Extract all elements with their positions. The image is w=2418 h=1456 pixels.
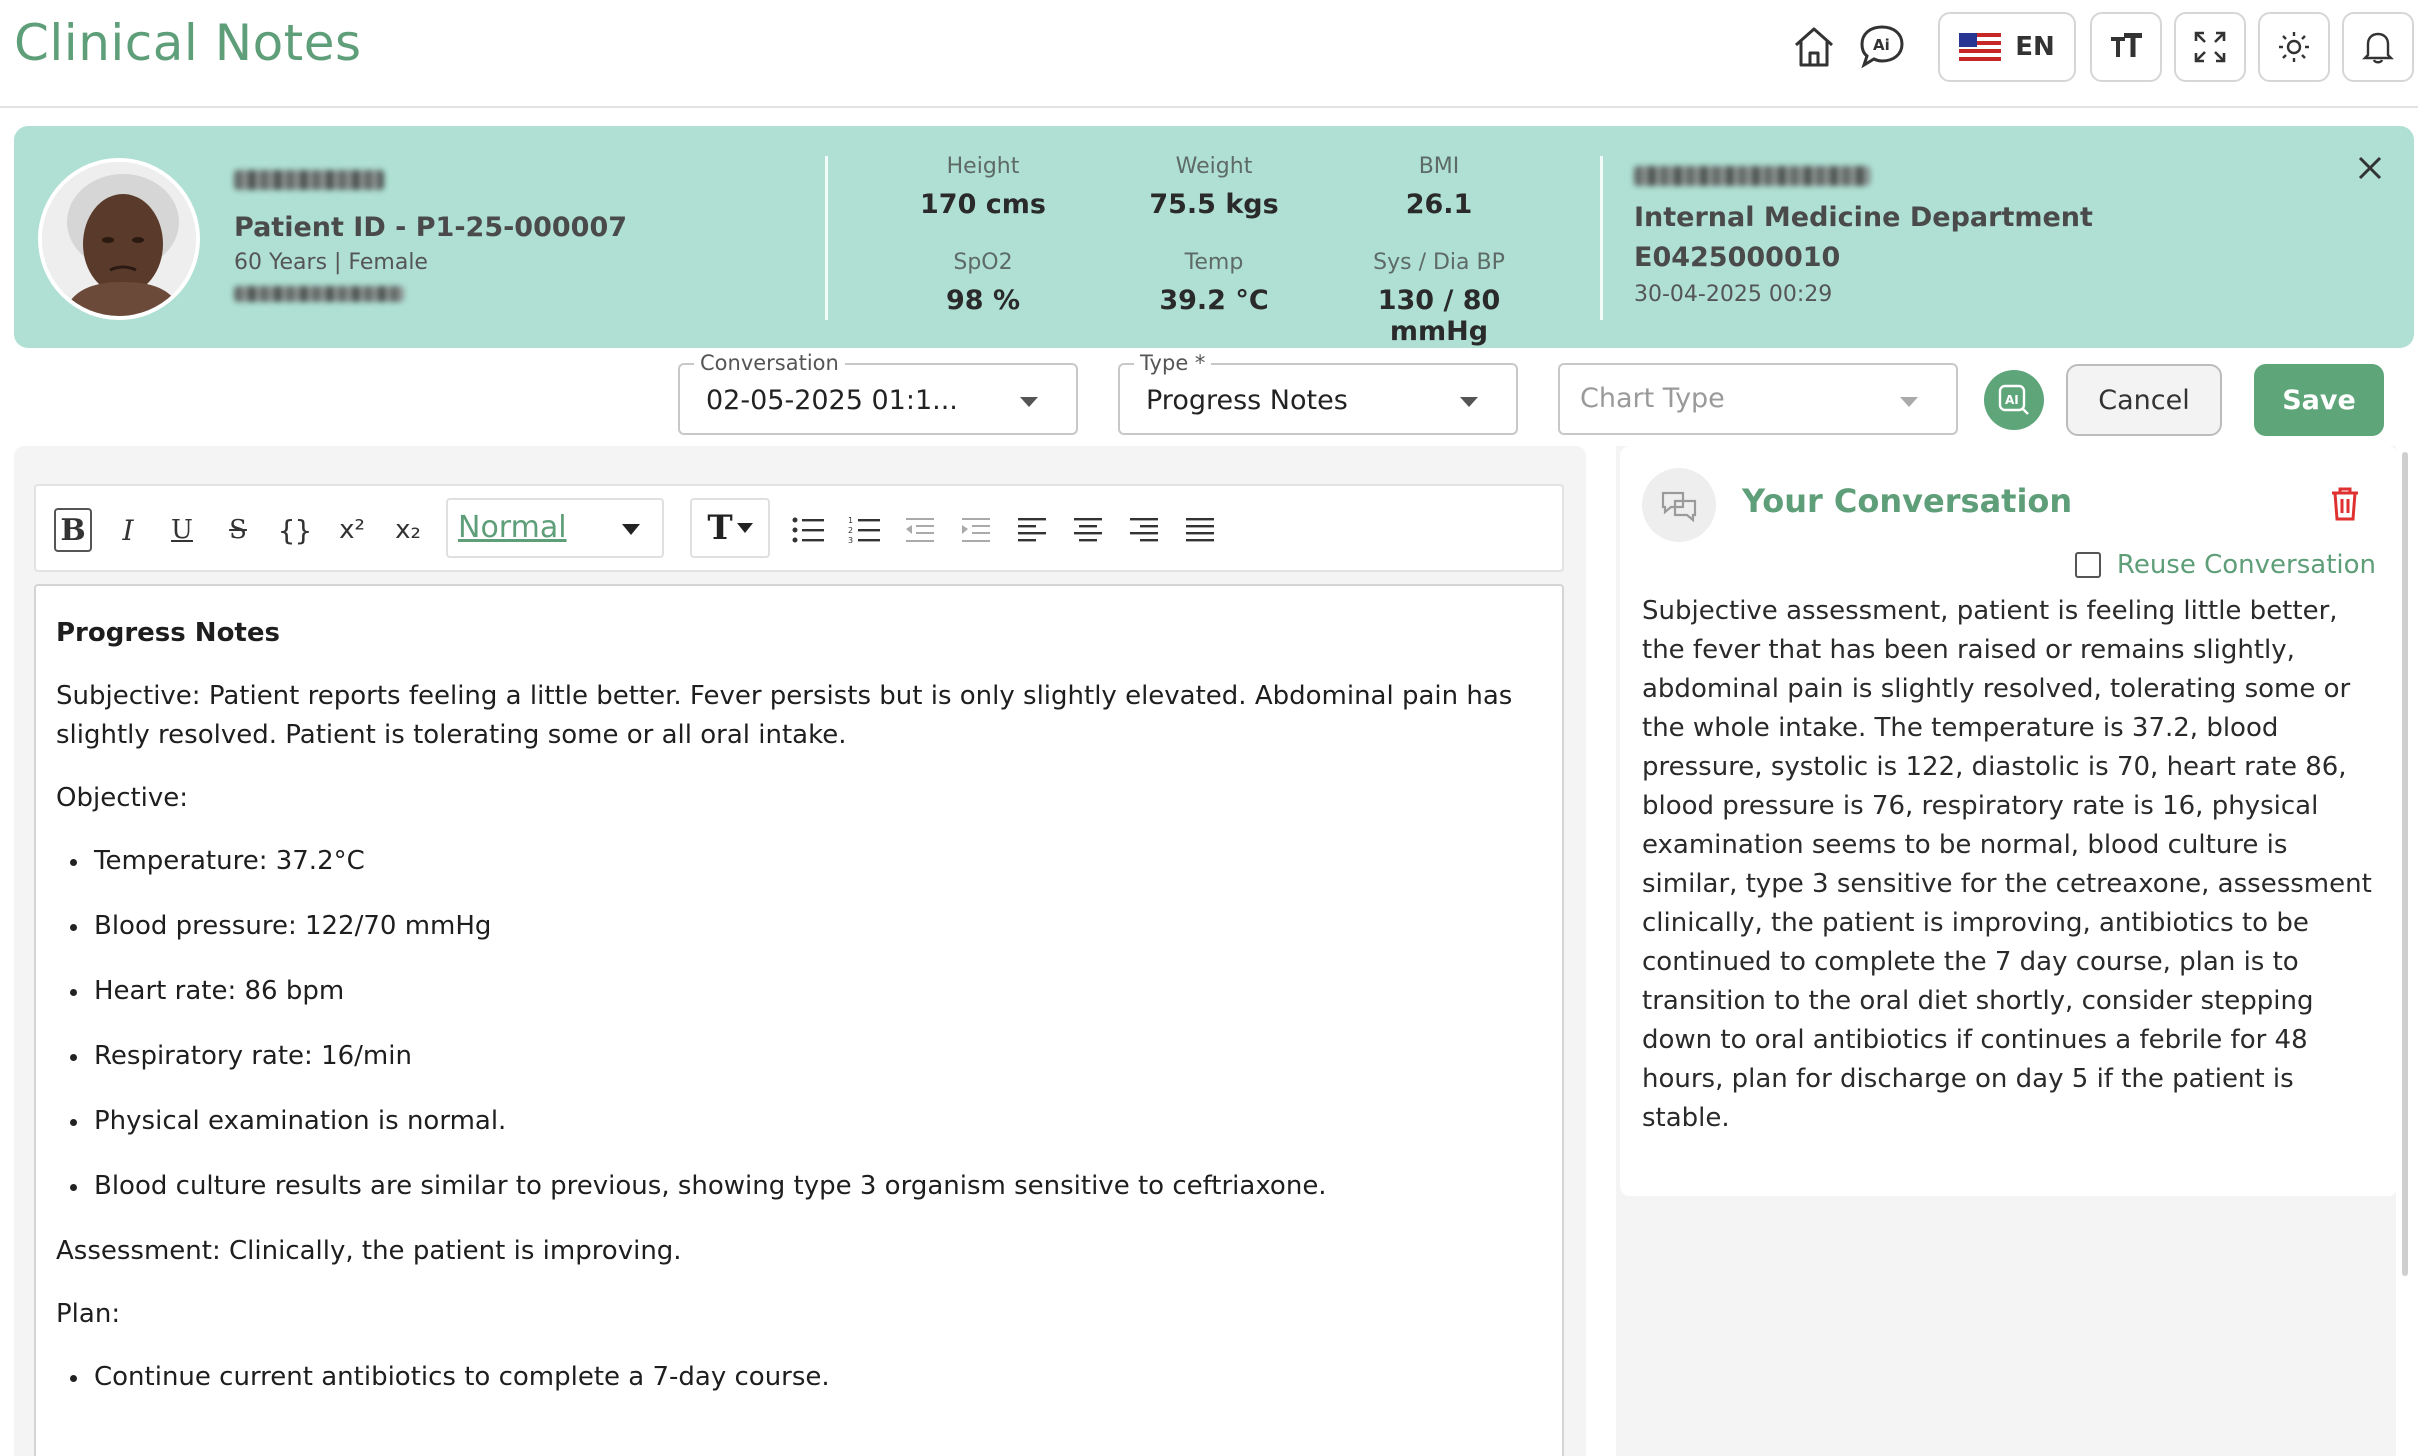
patient-name-redacted (234, 170, 384, 194)
vital-bmi: BMI 26.1 (1405, 154, 1473, 220)
conversation-select[interactable] (678, 351, 1078, 435)
conversation-card (1620, 446, 2398, 1196)
patient-phone-redacted (234, 286, 404, 306)
department-name: Internal Medicine Department (1634, 202, 2093, 233)
conversation-transcript: Subjective assessment, patient is feeling little better, the fever that has been raised or remains slightly, abdominal pain is slightly resolved, tolerating some or the whole intake. The temperature is 37.2, blood pressure, systolic is 122, diastolic is 70, heart rate 86, blood pressure is 76, respiratory rate is 16, physical examination seems to be normal, blood culture is similar, type 3 sensitive for the cetreaxone, assessment clinically, the patient is improving, antibiotics to be continued to complete the 7 day course, plan is to transition to the oral diet shortly, consider stepping down to oral antibiotics if continues a febrile for 48 hours, plan for discharge on day 5 if the patient is stable. (1642, 596, 2372, 1133)
banner-divider (1600, 156, 1603, 320)
conversation-avatar (1642, 468, 1716, 542)
text-size-icon (2108, 29, 2144, 65)
notifications-button[interactable] (2342, 12, 2414, 82)
page-scrollbar[interactable] (2402, 452, 2408, 1276)
type-select[interactable] (1118, 351, 1518, 435)
list-item: Respiratory rate: 16/min (56, 1037, 1542, 1076)
cancel-button[interactable]: Cancel (2066, 364, 2222, 436)
ai-assist-icon (1997, 383, 2031, 417)
underline-button[interactable]: U (171, 515, 193, 545)
align-right-button[interactable] (1124, 508, 1164, 552)
plan-list (56, 1358, 1542, 1397)
indent-icon (960, 515, 992, 545)
outdent-button[interactable] (900, 508, 940, 552)
home-button[interactable] (1786, 12, 1842, 82)
code-block-button[interactable]: {} (278, 513, 312, 547)
save-button[interactable]: Save (2254, 364, 2384, 436)
chevron-down-icon (1020, 397, 1038, 407)
align-right-icon (1128, 515, 1160, 545)
chart-type-select[interactable] (1558, 363, 1958, 435)
ordered-list-icon (848, 515, 880, 545)
note-editor[interactable] (34, 584, 1564, 1456)
fullscreen-icon (2193, 30, 2227, 64)
indent-button[interactable] (956, 508, 996, 552)
bell-icon (2361, 29, 2395, 65)
fullscreen-button[interactable] (2174, 12, 2246, 82)
align-left-icon (1016, 515, 1048, 545)
outdent-icon (904, 515, 936, 545)
list-item: Blood culture results are similar to previous, showing type 3 organism sensitive to ceftriaxone. (56, 1167, 1542, 1206)
vital-weight: Weight 75.5 kgs (1149, 154, 1279, 220)
note-objective-label: Objective: (56, 783, 189, 813)
align-left-button[interactable] (1012, 508, 1052, 552)
doctor-name-redacted (1634, 166, 1870, 190)
conversation-label: Conversation (694, 351, 845, 375)
conversation-title: Your Conversation (1742, 482, 2073, 520)
italic-button[interactable]: I (122, 513, 134, 547)
chevron-down-icon (1460, 397, 1478, 407)
bullet-list-icon (792, 515, 824, 545)
ordered-list-button[interactable] (844, 508, 884, 552)
theme-toggle-button[interactable] (2258, 12, 2330, 82)
type-label: Type * (1134, 351, 1211, 375)
subscript-button[interactable]: x₂ (395, 515, 421, 545)
checkbox[interactable] (2075, 552, 2101, 578)
note-assessment: Assessment: Clinically, the patient is improving. (56, 1236, 682, 1266)
patient-banner (14, 126, 2414, 348)
close-banner-button[interactable] (2350, 148, 2390, 188)
banner-divider (825, 156, 828, 320)
font-size-select[interactable] (690, 498, 770, 558)
type-value: Progress Notes (1146, 385, 1348, 416)
vital-height: Height 170 cms (920, 154, 1046, 220)
heading-value: Normal (458, 510, 567, 545)
align-justify-button[interactable] (1180, 508, 1220, 552)
list-item: Temperature: 37.2°C (56, 842, 1542, 881)
home-icon (1790, 23, 1838, 71)
patient-id: Patient ID - P1-25-000007 (234, 212, 628, 243)
list-item: Physical examination is normal. (56, 1102, 1542, 1141)
chat-bubbles-icon (1659, 487, 1699, 523)
close-icon (2357, 155, 2383, 181)
ai-chat-button[interactable] (1852, 12, 1912, 82)
note-subjective: Subjective: Patient reports feeling a little better. Fever persists but is only slightly elevated. Abdominal pain has slightly resolved. Patient is tolerating some or all oral intake. (56, 681, 1513, 750)
list-item: Heart rate: 86 bpm (56, 972, 1542, 1011)
vital-temp: Temp 39.2 °C (1159, 250, 1269, 316)
reuse-conversation-checkbox[interactable] (2075, 550, 2376, 580)
svg-text:AI: AI (2005, 393, 2019, 407)
font-size-icon: T (707, 508, 733, 548)
encounter-id: E0425000010 (1634, 242, 1841, 273)
chevron-down-icon (1900, 397, 1918, 407)
svg-text:3: 3 (848, 536, 854, 545)
ai-assist-button[interactable] (1984, 370, 2044, 430)
bold-button[interactable]: B (54, 508, 92, 552)
text-size-button[interactable] (2090, 12, 2162, 82)
ai-chat-icon (1856, 21, 1908, 73)
reuse-conversation-label: Reuse Conversation (2116, 550, 2376, 580)
svg-text:Ai: Ai (1873, 36, 1890, 54)
patient-avatar (38, 158, 200, 320)
language-label: EN (2015, 32, 2055, 62)
patient-age-gender: 60 Years | Female (234, 250, 428, 275)
align-center-icon (1072, 515, 1104, 545)
chart-type-placeholder: Chart Type (1580, 383, 1725, 414)
sun-icon (2277, 30, 2311, 64)
note-plan-label: Plan: (56, 1299, 121, 1329)
vital-spo2: SpO2 98 % (945, 250, 1021, 316)
chevron-down-icon (622, 524, 640, 535)
superscript-button[interactable]: x² (339, 515, 365, 545)
align-center-button[interactable] (1068, 508, 1108, 552)
language-selector[interactable] (1938, 12, 2076, 82)
vital-bp: Sys / Dia BP 130 / 80 mmHg (1373, 250, 1505, 347)
bullet-list-button[interactable] (788, 508, 828, 552)
list-item: Blood pressure: 122/70 mmHg (56, 907, 1542, 946)
align-justify-icon (1184, 515, 1216, 545)
heading-select[interactable] (446, 498, 664, 558)
conversation-value: 02-05-2025 01:1... (706, 385, 958, 416)
app-header (0, 0, 2418, 108)
trash-icon (2330, 486, 2360, 522)
conversation-panel (1616, 446, 2396, 1456)
page-title: Clinical Notes (14, 14, 362, 72)
note-heading: Progress Notes (56, 618, 280, 648)
delete-conversation-button[interactable] (2330, 486, 2360, 526)
chevron-down-icon (737, 523, 753, 533)
us-flag-icon (1959, 33, 2001, 61)
svg-text:2: 2 (848, 526, 854, 535)
encounter-date: 30-04-2025 00:29 (1634, 282, 1833, 307)
strikethrough-button[interactable]: S (229, 515, 247, 545)
list-item: Continue current antibiotics to complete a 7-day course. (56, 1358, 1542, 1397)
svg-text:1: 1 (848, 516, 854, 525)
editor-panel (14, 446, 1586, 1456)
objective-list (56, 842, 1542, 1206)
editor-toolbar (34, 484, 1564, 572)
